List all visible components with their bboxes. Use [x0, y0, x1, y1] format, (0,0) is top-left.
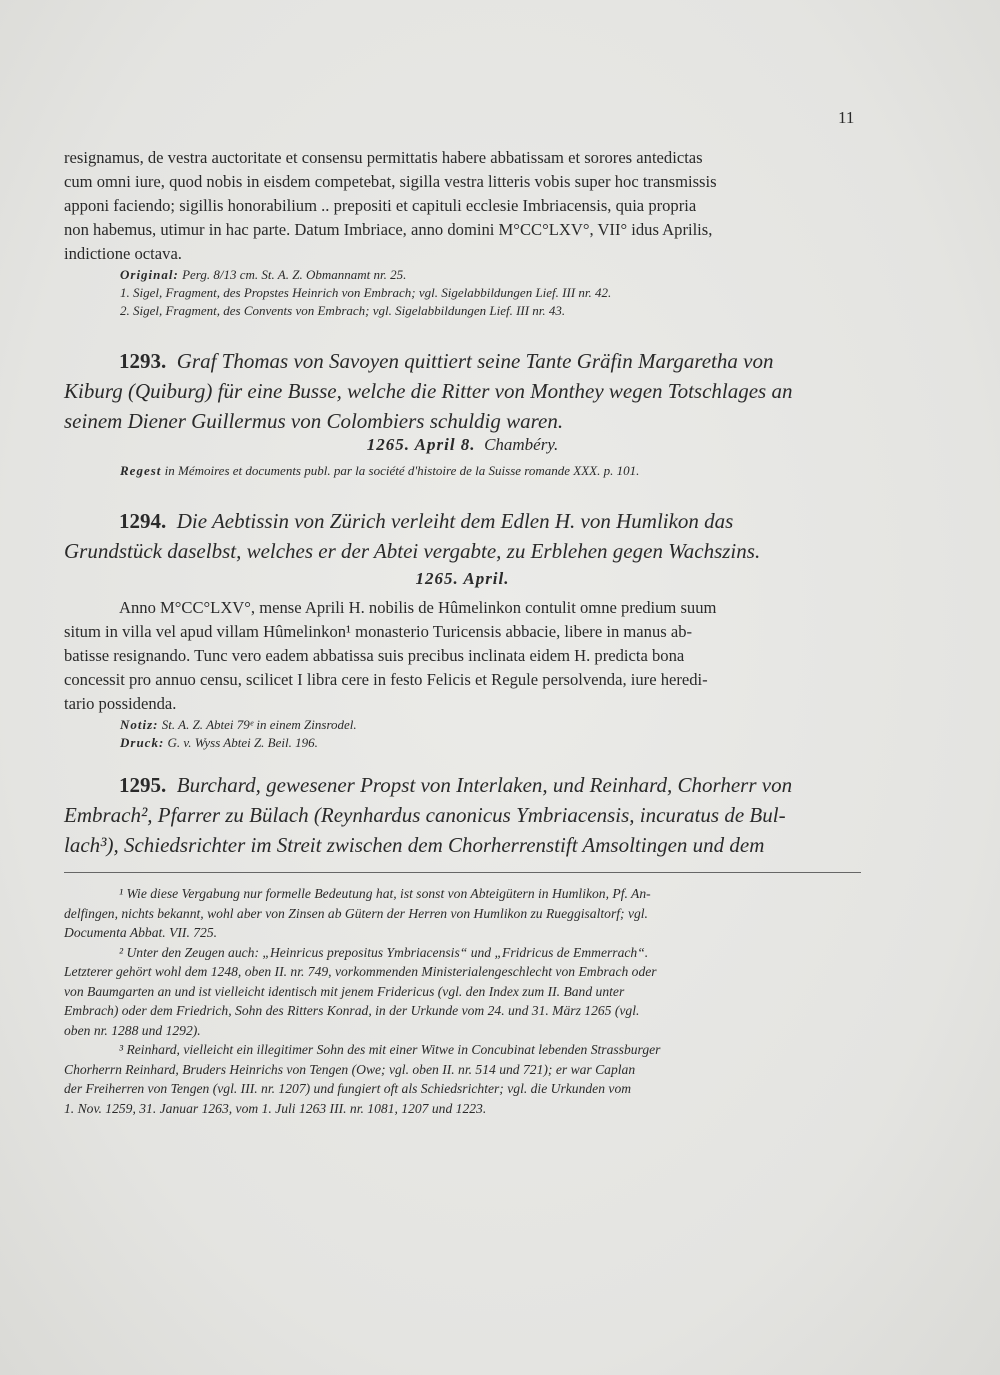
date: 1265. April 8.	[366, 435, 476, 454]
footnote-line: oben nr. 1288 und 1292).	[64, 1022, 201, 1038]
heading-text: Burchard, gewesener Propst von Interlaken, und Reinhard, Chorherr von	[176, 773, 793, 797]
entry-1294-heading	[64, 506, 861, 566]
entry-1294-notes	[120, 716, 860, 752]
note-label: Regest	[120, 463, 162, 478]
heading-text: seinem Diener Guillermus von Colombiers schuldig waren.	[64, 409, 564, 433]
entry-1293-note	[120, 462, 860, 480]
footnote-line: der Freiherren von Tengen (vgl. III. nr. 1207) und fungiert oft als Schiedsrichter; vgl. die Urkunden vom	[64, 1081, 632, 1096]
entry-1293-date	[64, 432, 861, 458]
footnote-line: delfingen, nichts bekannt, wohl aber von Zinsen ab Gütern der Herren von Humlikon zu Rueggisaltorf; vgl.	[64, 905, 648, 921]
note-text: St. A. Z. Abtei 79ᵉ in einem Zinsrodel.	[161, 717, 357, 732]
entry-1294-date	[64, 566, 861, 592]
footnote-line: Documenta Abbat. VII. 725.	[64, 925, 218, 940]
note-label: Druck:	[120, 735, 165, 750]
entry-1293-heading	[64, 346, 861, 436]
footnote-line: 1. Nov. 1259, 31. Januar 1263, vom 1. Juli 1263 III. nr. 1081, 1207 und 1223.	[64, 1100, 487, 1116]
heading-text: Die Aebtissin von Zürich verleiht dem Edlen H. von Humlikon das	[176, 509, 734, 533]
text-line: Anno M°CC°LXV°, mense Aprili H. nobilis de Hûmelinkon contulit omne predium suum	[119, 598, 717, 617]
heading-text: Embrach², Pfarrer zu Bülach (Reynhardus canonicus Ymbriacensis, incuratus de Bul-	[64, 803, 786, 827]
note-text: Perg. 8/13 cm. St. A. Z. Obmannamt nr. 25.	[182, 267, 407, 282]
text-line: tario possidenda.	[64, 694, 177, 713]
text-line: non habemus, utimur in hac parte. Datum Imbriace, anno domini M°CC°LXV°, VII° idus Aprilis,	[64, 220, 713, 239]
entry-1295-heading	[64, 770, 861, 860]
text-line: cum omni iure, quod nobis in eisdem competebat, sigilla vestra litteris vobis super hoc transmissis	[64, 172, 717, 191]
note-text: 2. Sigel, Fragment, des Convents von Embrach; vgl. Sigelabbildungen Lief. III nr. 43.	[120, 303, 566, 318]
footnote-line: Letzterer gehört wohl dem 1248, oben II. nr. 749, vorkommenden Ministerialengeschlecht von Embrach oder	[64, 964, 657, 979]
intro-text	[64, 146, 861, 266]
text-line: situm in villa vel apud villam Hûmelinkon¹ monasterio Turicensis abbacie, libere in manus ab-	[64, 622, 693, 641]
text-line: concessit pro annuo censu, scilicet I libra cere in festo Felicis et Regule persolvenda, iure heredi-	[64, 670, 708, 689]
heading-text: Grundstück daselbst, welches er der Abtei vergabte, zu Erblehen gegen Wachszins.	[64, 539, 761, 563]
heading-text: Kiburg (Quiburg) für eine Busse, welche die Ritter von Monthey wegen Totschlages an	[64, 379, 793, 403]
footnote-line: Embrach) oder dem Friedrich, Sohn des Ritters Konrad, in der Urkunde vom 24. und 31. März 1265 (vgl.	[64, 1003, 640, 1018]
note-text: G. v. Wyss Abtei Z. Beil. 196.	[167, 735, 318, 750]
text-line: indictione octava.	[64, 244, 182, 263]
footnote-line: Chorherrn Reinhard, Bruders Heinrichs von Tengen (Owe; vgl. oben II. nr. 514 und 721); er war Caplan	[64, 1061, 636, 1077]
note-label: Notiz:	[120, 717, 159, 732]
footnote-divider	[64, 872, 861, 873]
note-text: 1. Sigel, Fragment, des Propstes Heinrich von Embrach; vgl. Sigelabbildungen Lief. III nr. 42.	[120, 285, 612, 300]
entry-number: 1294.	[119, 509, 167, 533]
place: Chambéry.	[484, 435, 559, 454]
footnote-line: von Baumgarten an und ist vielleicht identisch mit jenem Fridericus (vgl. den Index zum II. Band unter	[64, 983, 625, 999]
footnote-line: ² Unter den Zeugen auch: „Heinricus prepositus Ymbriacensis“ und „Fridricus de Emmerrach“.	[119, 944, 649, 960]
page-number: 11	[838, 108, 855, 127]
footnotes	[64, 884, 861, 1118]
text-line: batisse resignando. Tunc vero eadem abbatissa suis precibus inclinata eidem H. predicta bona	[64, 646, 685, 665]
text-line: resignamus, de vestra auctoritate et consensu permittatis habere abbatissam et sorores antedictas	[64, 148, 703, 167]
entry-1294-body	[64, 596, 861, 716]
heading-text: lach³), Schiedsrichter im Streit zwischen dem Chorherrenstift Amsoltingen und dem	[64, 833, 765, 857]
entry-number: 1293.	[119, 349, 167, 373]
date: 1265. April.	[415, 569, 510, 588]
footnote-line: ¹ Wie diese Vergabung nur formelle Bedeutung hat, ist sonst von Abteigütern in Humlikon, Pf. An-	[119, 886, 651, 901]
text-line: apponi faciendo; sigillis honorabilium .. prepositi et capituli ecclesie Imbriacensis, quia propria	[64, 196, 697, 215]
entry-number: 1295.	[119, 773, 167, 797]
note-text: in Mémoires et documents publ. par la société d'histoire de la Suisse romande XXX. p. 101.	[164, 463, 640, 478]
heading-text: Graf Thomas von Savoyen quittiert seine Tante Gräfin Margaretha von	[176, 349, 774, 373]
footnote-line: ³ Reinhard, vielleicht ein illegitimer Sohn des mit einer Witwe in Concubinat lebenden Strassburger	[119, 1042, 661, 1057]
note-label: Original:	[120, 267, 179, 282]
intro-notes	[120, 266, 860, 320]
